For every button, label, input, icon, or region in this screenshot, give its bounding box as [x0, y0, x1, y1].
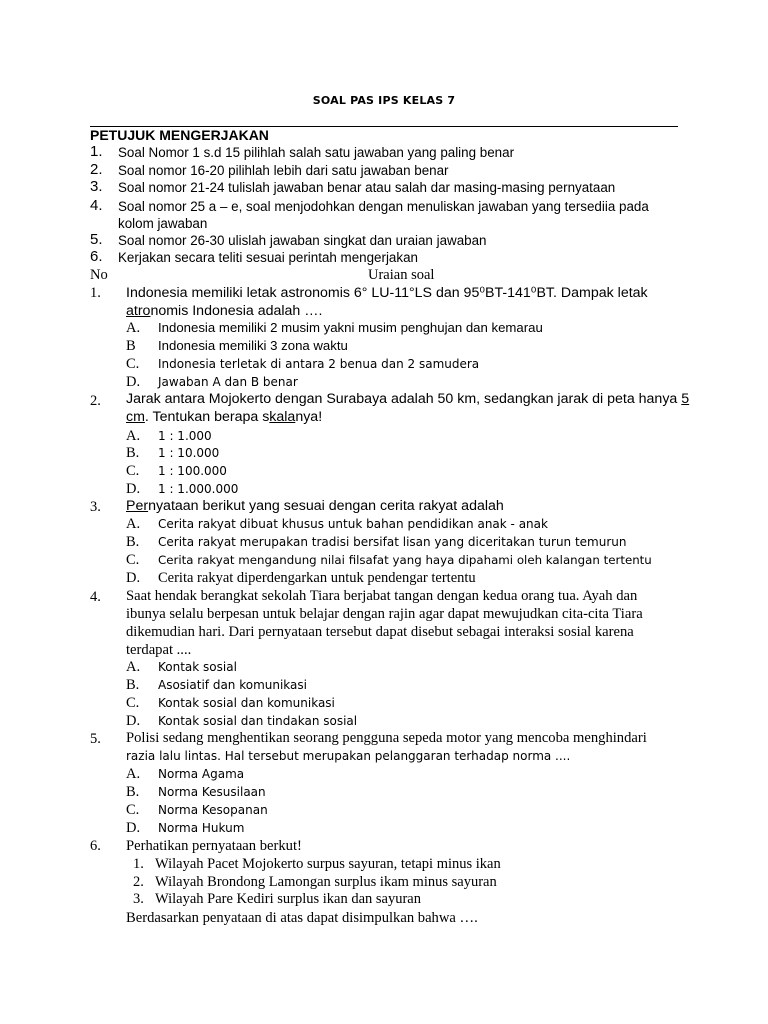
instruction-text: Soal nomor 26-30 ulislah jawaban singkat dan uraian jawaban: [118, 233, 487, 248]
underlined-word: kala: [269, 409, 296, 425]
instruction-number: 3.: [90, 178, 103, 195]
question-text: [126, 391, 689, 407]
instruction-number: 4.: [90, 197, 103, 214]
underlined-word: Per: [126, 498, 149, 514]
question-number: 4.: [90, 589, 101, 605]
question-text-continued: [126, 303, 322, 319]
option-text: 1 : 100.000: [158, 464, 227, 478]
question-number: 2.: [90, 393, 101, 409]
option-text: Indonesia memiliki 2 musim yakni musim penghujan dan kemarau: [158, 320, 543, 335]
instructions-heading: PETUJUK MENGERJAKAN: [90, 127, 269, 143]
instruction-text: Soal nomor 16-20 pilihlah lebih dari satu jawaban benar: [118, 163, 449, 178]
instruction-number: 2.: [90, 161, 103, 178]
option-letter: A.: [126, 766, 141, 782]
option-letter: C.: [126, 802, 140, 818]
option-text: Cerita rakyat dibuat khusus untuk bahan pendidikan anak - anak: [158, 517, 548, 531]
question-text: [126, 498, 504, 514]
option-letter: A.: [126, 428, 141, 444]
option-letter: B: [126, 338, 136, 354]
sub-item-number: 2.: [133, 874, 144, 890]
option-letter: D.: [126, 374, 141, 390]
sub-item-text: Wilayah Pacet Mojokerto surpus sayuran, tetapi minus ikan: [155, 856, 501, 872]
question-text-continued: terdapat ....: [126, 642, 192, 658]
option-letter: B.: [126, 784, 140, 800]
question-text-continued: razia lalu lintas. Hal tersebut merupakan pelanggaran terhadap norma ....: [126, 749, 571, 763]
question-number: 6.: [90, 838, 101, 854]
question-text-fragment: nomis Indonesia adalah ….: [150, 303, 323, 319]
option-text: Norma Kesusilaan: [158, 785, 266, 799]
option-letter: C.: [126, 552, 140, 568]
question-text: Saat hendak berangkat sekolah Tiara berjabat tangan dengan kedua orang tua. Ayah dan: [126, 588, 638, 604]
underlined-word: 5: [681, 391, 690, 407]
question-number: 5.: [90, 731, 101, 747]
option-letter: D.: [126, 570, 141, 586]
instruction-number: 6.: [90, 248, 103, 265]
question-text: Perhatikan pernyataan berkut!: [126, 838, 302, 854]
option-letter: C.: [126, 356, 140, 372]
sub-item-number: 3.: [133, 891, 144, 907]
instruction-text: Soal nomor 25 a – e, soal menjodohkan dengan menuliskan jawaban yang tersediia pada: [118, 199, 649, 214]
question-text: Indonesia memiliki letak astronomis 6° LU-11°LS dan 95⁰BT-141⁰BT. Dampak letak: [126, 285, 648, 301]
option-text: Norma Kesopanan: [158, 803, 268, 817]
option-text: Cerita rakyat merupakan tradisi bersifat lisan yang diceritakan turun temurun: [158, 535, 627, 549]
option-letter: D.: [126, 481, 141, 497]
option-letter: D.: [126, 820, 141, 836]
option-text: Kontak sosial dan tindakan sosial: [158, 714, 358, 728]
option-text: 1 : 1.000.000: [158, 482, 239, 496]
option-text: Asosiatif dan komunikasi: [158, 678, 307, 692]
column-header-no: No: [90, 267, 108, 283]
option-letter: D.: [126, 713, 141, 729]
instruction-text: Soal nomor 21-24 tulislah jawaban benar atau salah dar masing-masing pernyataan: [118, 180, 616, 195]
option-letter: C.: [126, 695, 140, 711]
option-text: Norma Hukum: [158, 821, 245, 835]
column-header-uraian: Uraian soal: [368, 267, 435, 283]
sub-item-text: Wilayah Pare Kediri surplus ikan dan sayuran: [155, 891, 421, 907]
instruction-text: Kerjakan secara teliti sesuai perintah mengerjakan: [118, 250, 418, 265]
question-text-fragment: Jarak antara Mojokerto dengan Surabaya adalah 50 km, sedangkan jarak di peta hanya: [126, 391, 678, 407]
option-letter: C.: [126, 463, 140, 479]
instruction-text: Soal Nomor 1 s.d 15 pilihlah salah satu jawaban yang paling benar: [118, 145, 515, 160]
underlined-word: atro: [126, 303, 151, 319]
option-text: Cerita rakyat mengandung nilai filsafat yang haya dipahami oleh kalangan tertentu: [158, 553, 652, 567]
question-text-fragment: nya!: [295, 409, 323, 425]
question-number: 1.: [90, 285, 101, 301]
option-letter: A.: [126, 516, 141, 532]
option-text: Jawaban A dan B benar: [158, 375, 298, 389]
instruction-text-continued: kolom jawaban: [118, 216, 208, 231]
option-text: Kontak sosial: [158, 660, 237, 674]
sub-item-text: Wilayah Brondong Lamongan surplus ikam minus sayuran: [155, 874, 497, 890]
option-text: Indonesia memiliki 3 zona waktu: [158, 338, 348, 353]
option-letter: B.: [126, 677, 140, 693]
document-title: SOAL PAS IPS KELAS 7: [312, 94, 456, 107]
question-text-continued: ibunya selalu berpesan untuk belajar dengan rajin agar dapat mewujudkan cita-cita Tiara: [126, 606, 643, 622]
option-text: 1 : 1.000: [158, 429, 212, 443]
question-text-fragment: . Tentukan berapa s: [144, 409, 270, 425]
option-text: 1 : 10.000: [158, 446, 220, 460]
option-text: Kontak sosial dan komunikasi: [158, 696, 335, 710]
option-text: Norma Agama: [158, 767, 245, 781]
option-letter: A.: [126, 659, 141, 675]
sub-item-number: 1.: [133, 856, 144, 872]
instruction-number: 5.: [90, 231, 103, 248]
question-number: 3.: [90, 499, 101, 515]
question-text: Polisi sedang menghentikan seorang pengguna sepeda motor yang mencoba menghindari: [126, 730, 647, 746]
option-letter: A.: [126, 320, 141, 336]
question-closing-text: Berdasarkan penyataan di atas dapat disimpulkan bahwa ….: [126, 910, 478, 926]
question-text-continued: [126, 409, 322, 425]
instruction-number: 1.: [90, 143, 103, 160]
option-letter: B.: [126, 534, 140, 550]
option-text: Indonesia terletak di antara 2 benua dan 2 samudera: [158, 357, 480, 371]
underlined-word: cm: [126, 409, 145, 425]
question-text-continued: dikemudian hari. Dari pernyataan tersebut dapat disebut sebagai interaksi sosial karena: [126, 624, 634, 640]
option-letter: B.: [126, 445, 140, 461]
question-text-fragment: nyataan berikut yang sesuai dengan cerita rakyat adalah: [148, 498, 504, 514]
option-text: Cerita rakyat diperdengarkan untuk pendengar tertentu: [158, 570, 476, 586]
